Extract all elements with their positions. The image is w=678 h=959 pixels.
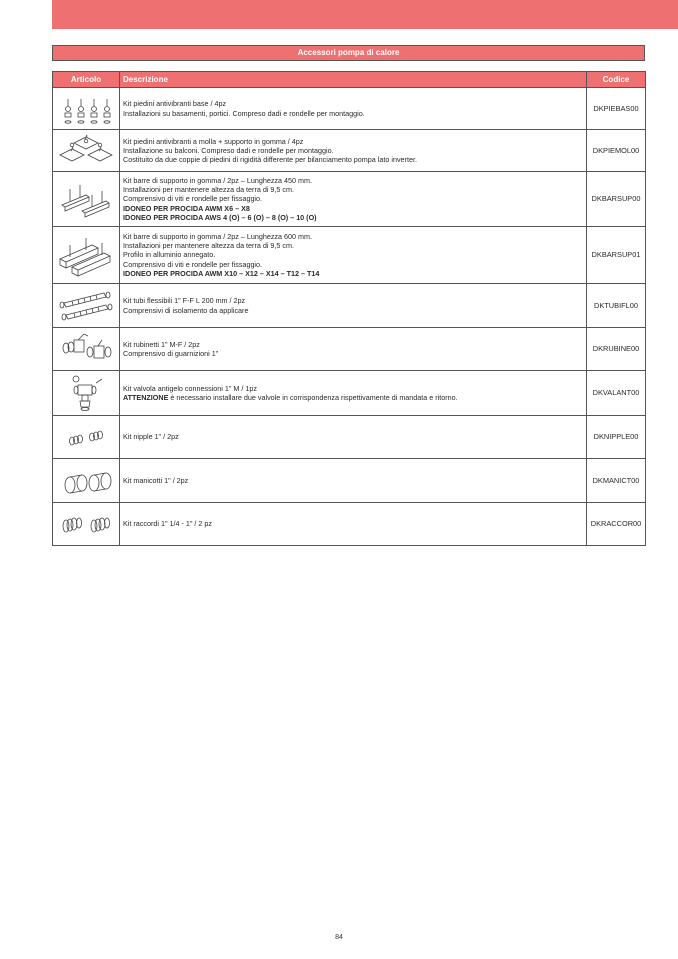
description-cell xyxy=(120,371,587,416)
warning-line xyxy=(123,393,583,402)
description-cell xyxy=(120,130,587,172)
description-line: Comprensivo di viti e rondelle per fissaggio. xyxy=(123,194,263,204)
product-code: DKVALANT00 xyxy=(587,371,646,416)
description-line: Kit piedini antivibranti a molla + supporto in gomma / 4pz xyxy=(123,136,304,146)
antivibration-feet-icon xyxy=(56,91,116,127)
product-code: DKMANICT00 xyxy=(587,459,646,503)
description-cell xyxy=(120,503,587,546)
table-row xyxy=(53,371,646,416)
description-line: Installazioni per mantenere altezza da terra di 9,5 cm. xyxy=(123,241,294,251)
product-image-cell xyxy=(53,88,120,130)
product-code: DKPIEMOL00 xyxy=(587,130,646,172)
product-image-cell xyxy=(53,284,120,328)
accessories-table xyxy=(52,71,646,546)
product-image-cell xyxy=(53,416,120,459)
product-image-cell xyxy=(53,172,120,227)
description-line: Kit raccordi 1" 1/4 - 1" / 2 pz xyxy=(123,519,212,529)
product-code: DKNIPPLE00 xyxy=(587,416,646,459)
description-line: Costituito da due coppie di piedini di rigidità differente per bilanciamento pompa lato inverter. xyxy=(123,155,417,165)
sleeves-icon xyxy=(56,463,116,499)
table-header-row xyxy=(53,72,646,88)
product-image-cell xyxy=(53,227,120,284)
table-row xyxy=(53,227,646,284)
column-header-description: Descrizione xyxy=(120,72,587,88)
section-title: Accessori pompa di calore xyxy=(52,45,645,61)
fittings-icon xyxy=(56,506,116,542)
description-line: Kit manicotti 1" / 2pz xyxy=(123,475,189,485)
product-image-cell xyxy=(53,130,120,172)
table-row xyxy=(53,416,646,459)
table-row xyxy=(53,328,646,371)
column-header-article: Articolo xyxy=(53,72,120,88)
product-image-cell xyxy=(53,328,120,371)
description-line: Kit nipple 1" / 2pz xyxy=(123,432,179,442)
table-row xyxy=(53,172,646,227)
product-code: DKRACCOR00 xyxy=(587,503,646,546)
description-cell xyxy=(120,172,587,227)
product-code: DKRUBINE00 xyxy=(587,328,646,371)
compatibility-line: IDONEO PER PROCIDA AWM X6 – X8 xyxy=(123,203,250,213)
product-image-cell xyxy=(53,503,120,546)
description-line: Kit barre di supporto in gomma / 2pz – Lunghezza 600 mm. xyxy=(123,231,312,241)
description-line: Comprensivi di isolamento da applicare xyxy=(123,305,249,315)
product-image-cell xyxy=(53,371,120,416)
header-band xyxy=(52,0,678,29)
product-code: DKPIEBAS00 xyxy=(587,88,646,130)
table-row xyxy=(53,503,646,546)
description-line: Installazioni su basamenti, portici. Compreso dadi e rondelle per montaggio. xyxy=(123,108,365,118)
description-line: Comprensivo di guarnizioni 1" xyxy=(123,349,219,358)
description-line: Kit piedini antivibranti base / 4pz xyxy=(123,99,227,109)
description-cell xyxy=(120,88,587,130)
description-line: Kit barre di supporto in gomma / 2pz – Lunghezza 450 mm. xyxy=(123,175,312,185)
description-line: Kit valvola antigelo connessioni 1" M / 1pz xyxy=(123,383,257,393)
product-code: DKBARSUP00 xyxy=(587,172,646,227)
description-line: Installazione su balconi. Compreso dadi e rondelle per montaggio. xyxy=(123,145,334,155)
rubber-bars-icon xyxy=(56,175,116,223)
product-code: DKTUBIFL00 xyxy=(587,284,646,328)
description-cell xyxy=(120,459,587,503)
spring-feet-icon xyxy=(56,133,116,169)
description-line: Comprensivo di viti e rondelle per fissaggio. xyxy=(123,259,263,269)
description-line: Kit tubi flessibili 1" F-F L 200 mm / 2pz xyxy=(123,296,246,306)
table-row xyxy=(53,88,646,130)
nipples-icon xyxy=(56,419,116,455)
description-line: Installazioni per mantenere altezza da terra di 9,5 cm. xyxy=(123,185,294,195)
warning-text: è necessario installare due valvole in corrispondenza rispettivamente di mandata e ritorno. xyxy=(168,393,458,402)
table-row xyxy=(53,459,646,503)
flexible-hoses-icon xyxy=(56,287,116,325)
description-line: Profilo in alluminio annegato. xyxy=(123,250,216,260)
compatibility-line: IDONEO PER PROCIDA AWS 4 (O) – 6 (O) – 8 (O) – 10 (O) xyxy=(123,212,317,222)
description-cell xyxy=(120,284,587,328)
compatibility-line: IDONEO PER PROCIDA AWM X10 – X12 – X14 – T12 – T14 xyxy=(123,268,320,278)
table-row xyxy=(53,284,646,328)
page-number: 84 xyxy=(335,934,343,941)
description-cell xyxy=(120,416,587,459)
antifreeze-valve-icon xyxy=(56,373,116,413)
description-cell xyxy=(120,328,587,371)
description-line: Kit rubinetti 1" M-F / 2pz xyxy=(123,339,200,349)
product-code: DKBARSUP01 xyxy=(587,227,646,284)
taps-icon xyxy=(56,330,116,368)
aluminium-bars-icon xyxy=(56,231,116,279)
warning-label: ATTENZIONE xyxy=(123,393,169,402)
column-header-code: Codice xyxy=(587,72,646,88)
product-image-cell xyxy=(53,459,120,503)
description-cell xyxy=(120,227,587,284)
table-row xyxy=(53,130,646,172)
